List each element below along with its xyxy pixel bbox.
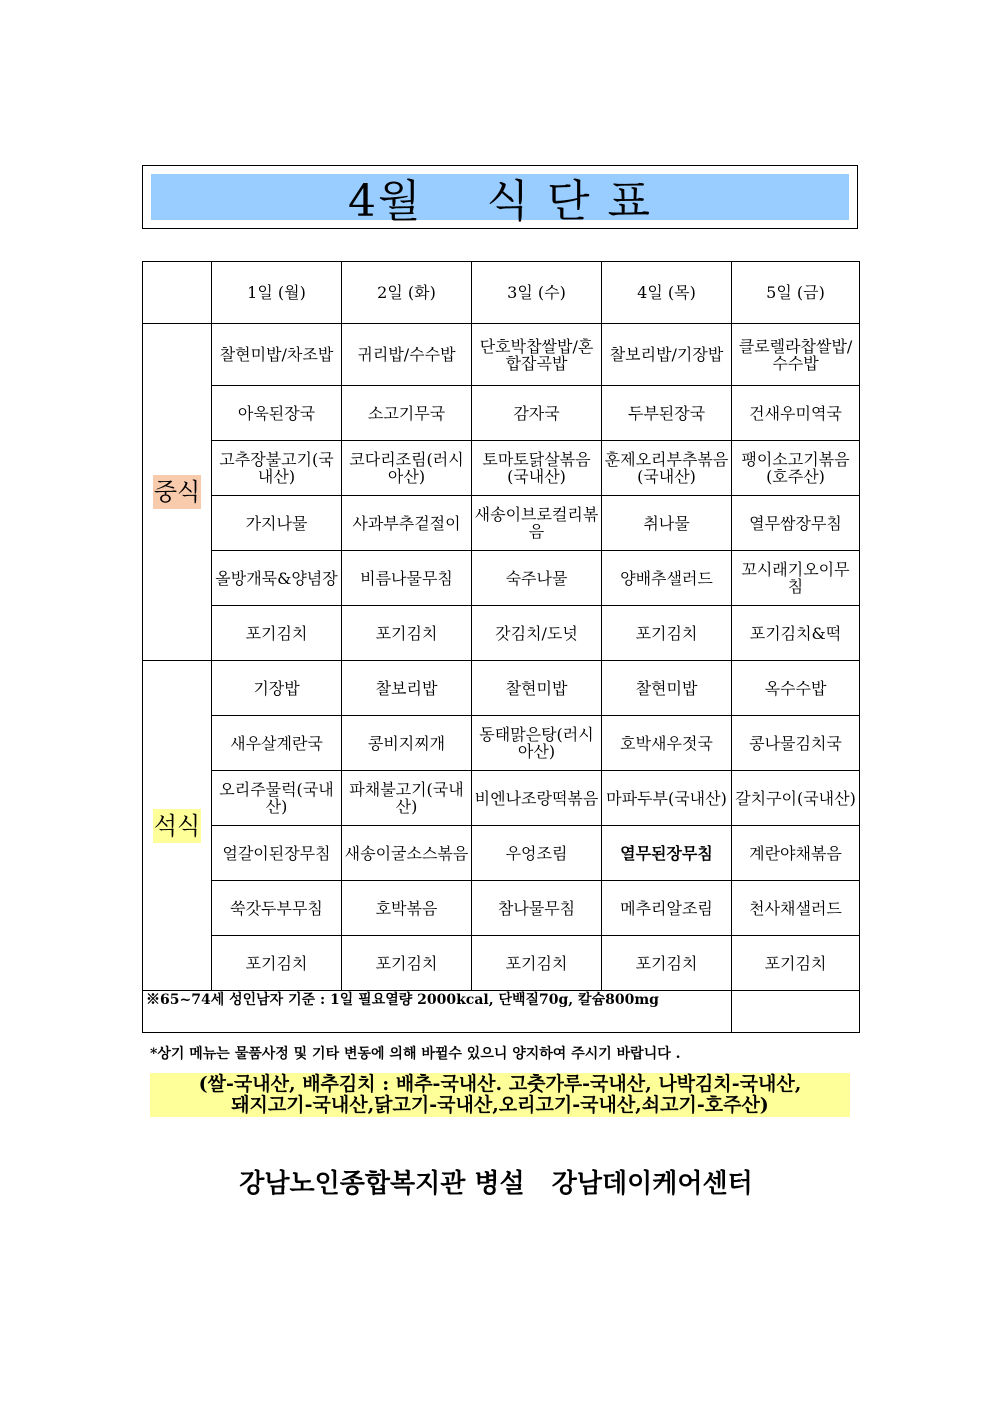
menu-cell: 콩비지찌개 (342, 716, 472, 771)
footer-org-name: 강남노인종합복지관 병설 강남데이케어센터 (239, 1169, 753, 1199)
menu-cell: 쑥갓두부무침 (212, 881, 342, 936)
menu-cell: 꼬시래기오이무침 (732, 551, 860, 606)
menu-cell: 찰현미밥/차조밥 (212, 324, 342, 386)
menu-cell: 천사채샐러드 (732, 881, 860, 936)
menu-cell: 메추리알조림 (602, 881, 732, 936)
menu-cell: 포기김치 (732, 936, 860, 991)
lunch-row (143, 496, 860, 551)
menu-cell: 사과부추겉절이 (342, 496, 472, 551)
lunch-row (143, 551, 860, 606)
menu-cell: 팽이소고기볶음(호주산) (732, 441, 860, 496)
lunch-row (143, 606, 860, 661)
menu-cell: 비름나물무침 (342, 551, 472, 606)
menu-cell: 포기김치 (212, 606, 342, 661)
menu-cell: 옥수수밥 (732, 661, 860, 716)
menu-cell: 동태맑은탕(러시아산) (472, 716, 602, 771)
origin-line: (쌀-국내산, 배추김치 : 배추-국내산. 고춧가루-국내산, 나박김치-국내산, (198, 1073, 802, 1095)
menu-cell: 참나물무침 (472, 881, 602, 936)
menu-cell: 호박볶음 (342, 881, 472, 936)
menu-cell: 갈치구이(국내산) (732, 771, 860, 826)
menu-cell: 단호박찹쌀밥/혼합잡곡밥 (472, 324, 602, 386)
menu-cell: 얼갈이된장무침 (212, 826, 342, 881)
dinner-label: 석식 (153, 809, 201, 843)
menu-cell: 소고기무국 (342, 386, 472, 441)
menu-cell: 취나물 (602, 496, 732, 551)
menu-cell: 포기김치 (212, 936, 342, 991)
title-box (142, 165, 858, 229)
menu-cell: 코다리조림(러시아산) (342, 441, 472, 496)
menu-cell: 포기김치 (342, 606, 472, 661)
lunch-row (143, 324, 860, 386)
menu-cell: 계란야채볶음 (732, 826, 860, 881)
menu-cell: 훈제오리부추볶음(국내산) (602, 441, 732, 496)
menu-cell: 아욱된장국 (212, 386, 342, 441)
menu-cell: 감자국 (472, 386, 602, 441)
dinner-row (143, 936, 860, 991)
menu-cell: 포기김치 (602, 606, 732, 661)
menu-cell: 우엉조림 (472, 826, 602, 881)
menu-cell: 귀리밥/수수밥 (342, 324, 472, 386)
menu-cell: 갓김치/도넛 (472, 606, 602, 661)
menu-cell: 포기김치&떡 (732, 606, 860, 661)
header-row (143, 262, 860, 324)
menu-cell: 두부된장국 (602, 386, 732, 441)
menu-cell: 호박새우젓국 (602, 716, 732, 771)
origin-info (150, 1073, 850, 1117)
dinner-row (143, 771, 860, 826)
menu-cell: 숙주나물 (472, 551, 602, 606)
menu-cell: 고추장불고기(국내산) (212, 441, 342, 496)
menu-cell: 파채불고기(국내산) (342, 771, 472, 826)
origin-line: 돼지고기-국내산,닭고기-국내산,오리고기-국내산,쇠고기-호주산) (231, 1094, 769, 1116)
dinner-row (143, 881, 860, 936)
lunch-row (143, 386, 860, 441)
menu-cell: 기장밥 (212, 661, 342, 716)
menu-cell: 올방개묵&양념장 (212, 551, 342, 606)
lunch-label-cell (143, 324, 212, 661)
nutrition-note: ※65~74세 성인남자 기준 : 1일 필요열량 2000kcal, 단백질70g, 칼슘800mg (143, 991, 732, 1033)
menu-cell: 새송이굴소스볶음 (342, 826, 472, 881)
day-header: 2일 (화) (342, 262, 472, 324)
menu-cell: 열무된장무침 (602, 826, 732, 881)
menu-cell: 토마토닭살볶음(국내산) (472, 441, 602, 496)
lunch-label: 중식 (153, 475, 201, 509)
empty-cell (732, 991, 860, 1033)
dinner-row (143, 826, 860, 881)
menu-table (142, 261, 860, 1033)
menu-cell: 포기김치 (602, 936, 732, 991)
day-header: 4일 (목) (602, 262, 732, 324)
change-notice: *상기 메뉴는 물품사정 및 기타 변동에 의해 바뀔수 있으니 양지하여 주시기 바랍니다 . (150, 1046, 681, 1062)
menu-cell: 마파두부(국내산) (602, 771, 732, 826)
menu-cell: 오리주물럭(국내산) (212, 771, 342, 826)
menu-cell: 포기김치 (342, 936, 472, 991)
dinner-row (143, 661, 860, 716)
corner-cell (143, 262, 212, 324)
dinner-row (143, 716, 860, 771)
lunch-row (143, 441, 860, 496)
menu-cell: 찰현미밥 (602, 661, 732, 716)
menu-cell: 건새우미역국 (732, 386, 860, 441)
menu-cell: 새송이브로컬리볶음 (472, 496, 602, 551)
menu-cell: 찰보리밥/기장밥 (602, 324, 732, 386)
note-row (143, 991, 860, 1033)
menu-cell: 열무쌈장무침 (732, 496, 860, 551)
menu-cell: 포기김치 (472, 936, 602, 991)
menu-cell: 클로렐라찹쌀밥/수수밥 (732, 324, 860, 386)
day-header: 3일 (수) (472, 262, 602, 324)
menu-cell: 비엔나조랑떡볶음 (472, 771, 602, 826)
menu-cell: 찰현미밥 (472, 661, 602, 716)
day-header: 5일 (금) (732, 262, 860, 324)
menu-cell: 콩나물김치국 (732, 716, 860, 771)
day-header: 1일 (월) (212, 262, 342, 324)
menu-cell: 새우살계란국 (212, 716, 342, 771)
page-title: 4월 식 단 표 (348, 176, 652, 227)
menu-cell: 양배추샐러드 (602, 551, 732, 606)
dinner-label-cell (143, 661, 212, 991)
menu-cell: 찰보리밥 (342, 661, 472, 716)
title-bar (151, 174, 849, 227)
menu-cell: 가지나물 (212, 496, 342, 551)
